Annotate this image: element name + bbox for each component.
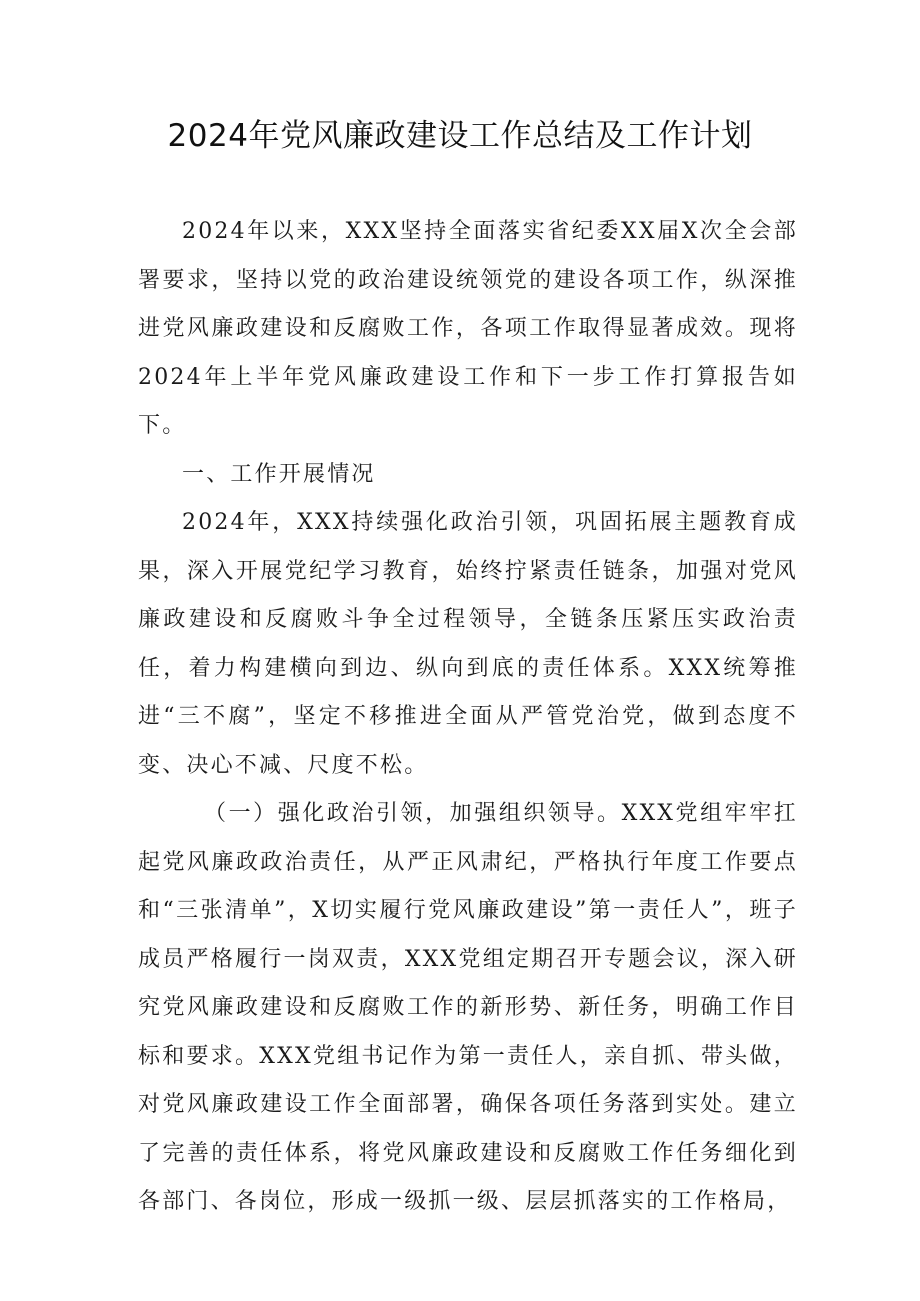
document-body xyxy=(138,208,798,1227)
subsection-paragraph: （一）强化政治引领，加强组织领导。XXX党组牢牢扛起党风廉政政治责任，从严正风肃纪，严格执行年度工作要点和“三张清单”，X切实履行党风廉政建设”第一责任人”，班子成员严格履行一岗双责，XXX党组定期召开专题会议，深入研究党风廉政建设和反腐败工作的新形势、新任务，明确工作目标和要求。XXX党组书记作为第一责任人，亲自抓、带头做，对党风廉政建设工作全面部署，确保各项任务落到实处。建立了完善的责任体系，将党风廉政建设和反腐败工作任务细化到各部门、各岗位，形成一级抓一级、层层抓落实的工作格局， xyxy=(138,801,798,1214)
intro-paragraph: 2024年以来，XXX坚持全面落实省纪委XX届X次全会部署要求，坚持以党的政治建设统领党的建设各项工作，纵深推进党风廉政建设和反腐败工作，各项工作取得显著成效。现将2024年上半年党风廉政建设工作和下一步工作打算报告如下。 xyxy=(138,219,798,438)
section-heading: 一、工作开展情况 xyxy=(182,461,376,487)
document-title: 2024年党风廉政建设工作总结及工作计划 xyxy=(167,118,753,154)
body-paragraph: 2024年，XXX持续强化政治引领，巩固拓展主题教育成果，深入开展党纪学习教育，始终拧紧责任链条，加强对党风廉政建设和反腐败斗争全过程领导，全链条压紧压实政治责任，着力构建横向到边、纵向到底的责任体系。XXX统筹推进“三不腐”，坚定不移推进全面从严管党治党，做到态度不变、决心不减、尺度不松。 xyxy=(138,510,798,778)
